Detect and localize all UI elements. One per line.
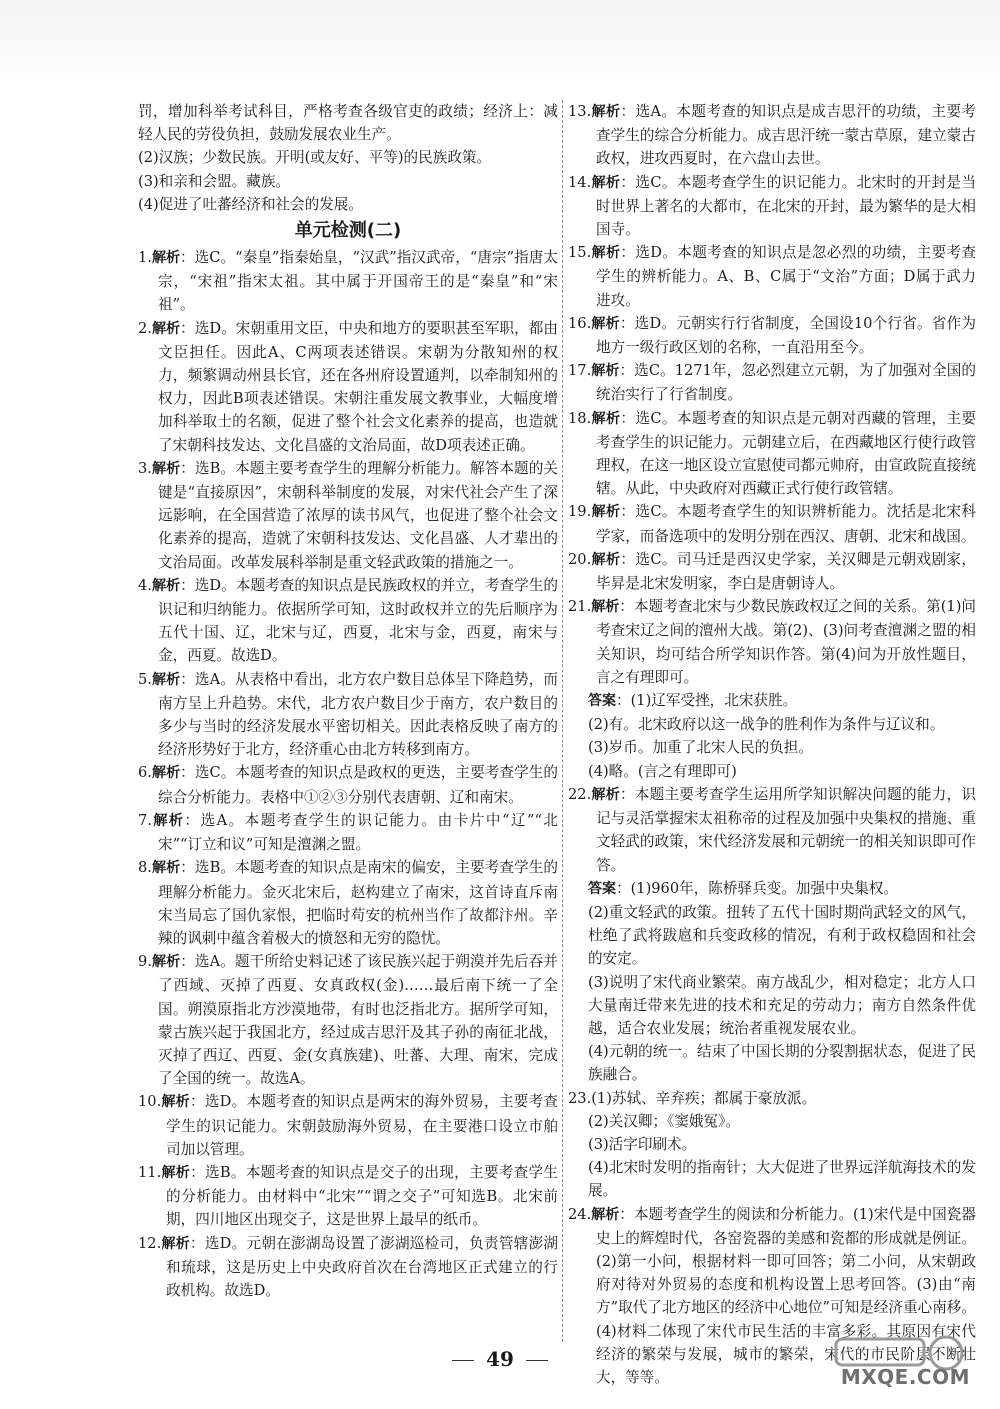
item-text: ：选D。宋朝重用文臣，中央和地方的要职甚至军职，都由文臣担任。因此A、C两项表述错误。宋朝为分散知州的权力，频繁调动州县长官，还在各州府设置通判，以牵制知州的权力，因此B项表述错误。宋朝注重发展文教事业，大幅度增加科举取士的名额，促进了整个社会文化素养的提高，也造就了宋朝科技发达、文化昌盛的文治局面，故D项表述正确。 — [158, 319, 559, 454]
item-text: ：选A。本题考查学生的识记能力。由卡片中“辽”“北宋”“订立和议”可知是澶渊之盟。 — [158, 811, 558, 854]
item-label: 解析 — [151, 860, 181, 877]
answer-22 — [568, 877, 976, 901]
question-item — [138, 809, 558, 856]
question-item — [138, 457, 558, 574]
question-item — [138, 574, 558, 668]
item-number: 3. — [138, 459, 152, 477]
item-number: 9. — [138, 953, 152, 971]
item-number: 13. — [568, 103, 592, 120]
answer-line: ：(1)辽军受挫，北宋获胜。 — [616, 692, 798, 710]
item-label: 解析 — [151, 577, 181, 594]
question-item — [138, 1232, 558, 1303]
item-label: 解析 — [151, 954, 181, 971]
item-text: ：选D。本题考查的知识点是忽必烈的功绩，主要考查学生的辨析能力。A、B、C属于“文治”方面；D属于武力进攻。 — [596, 244, 977, 309]
item-label: 解析 — [151, 250, 181, 267]
page-number-rule — [452, 1360, 474, 1361]
item-text: ：选D。本题考查的知识点是两宋的海外贸易，主要考查学生的识记能力。宋朝鼓励海外贸易，在主要港口设立市舶司加以管理。 — [166, 1093, 559, 1158]
item-label: 解析 — [151, 671, 181, 688]
item-number: 21. — [568, 598, 592, 616]
answer-line: (3)活字印刷术。 — [588, 1135, 697, 1153]
item-number: 23. — [568, 1089, 592, 1107]
question-item — [138, 761, 558, 808]
answer-line: (3)说明了宋代商业繁荣。南方战乱少，相对稳定；北方人口大量南迁带来先进的技术和充足的劳动力；南方自然条件优越，适合农业发展；统治者重视发展农业。 — [588, 973, 976, 1037]
item-text: ：选C。“秦皇”指秦始皇，“汉武”指汉武帝，“唐宗”指唐太宗，“宋祖”指宋太祖。其中属于开国帝王的是“秦皇”和“宋祖”。 — [158, 249, 559, 314]
intro-line: 罚，增加科举考试科目，严格考查各级官吏的政绩；经济上：减轻人民的劳役负担，鼓励发展农业生产。 — [138, 103, 558, 144]
item-number: 11. — [138, 1163, 162, 1181]
answer-line: (2)重文轻武的政策。扭转了五代十国时期尚武轻文的风气，杜绝了武将跋扈和兵变政移的情况，有利于政权稳固和社会的安定。 — [588, 903, 976, 968]
answer-line: (4)北宋时发明的指南针；大大促进了世界远洋航海技术的发展。 — [588, 1159, 976, 1200]
item-label: 解析 — [591, 551, 621, 568]
column-divider — [562, 100, 563, 1342]
question-item — [568, 312, 976, 359]
item-text: ：选A。本题考查的知识点是成吉思汗的功绩，主要考查学生的综合分析能力。成吉思汗统一蒙古草原，建立蒙古政权，进攻西夏时，在六盘山去世。 — [596, 103, 977, 168]
answer-label: 答案 — [588, 880, 616, 897]
item-number: 19. — [568, 503, 592, 521]
item-label: 解析 — [151, 765, 181, 782]
item-number: 4. — [138, 576, 152, 594]
question-item — [568, 595, 976, 689]
answer-label: 答案 — [588, 693, 616, 710]
item-label: 解析 — [591, 363, 620, 380]
item-text: ：选D。元朝实行行省制度，全国设10个行省。省作为地方一级行政区划的名称，一直沿用至今。 — [596, 314, 977, 357]
intro-line: (2)汉族；少数民族。开明(或友好、平等)的民族政策。 — [138, 149, 492, 167]
item-label: 解析 — [591, 786, 620, 803]
item-text: ：本题主要考查学生运用所学知识解决问题的能力，识记与灵活掌握宋太祖称帝的过程及加强中央集权的措施、重文轻武的政策，宋代经济发展和元朝统一的相关知识即可作答。 — [596, 785, 977, 874]
item-number: 16. — [568, 314, 592, 332]
item-label: 解析 — [591, 315, 620, 332]
item-number: 10. — [138, 1093, 162, 1111]
item-label: 解析 — [161, 1164, 191, 1181]
item-label: 解析 — [591, 599, 620, 616]
item-number: 12. — [138, 1234, 162, 1252]
item-text: ：选D。元朝在澎湖岛设置了澎湖巡检司，负责管辖澎湖和琉球，这是历史上中央政府首次在台湾地区正式建立的行政机构。故选D。 — [166, 1234, 559, 1299]
question-item — [138, 1161, 558, 1232]
question-item — [568, 783, 976, 877]
item-label: 解析 — [591, 1206, 620, 1223]
left-column — [138, 100, 558, 1302]
item-text: ：选D。本题考查的知识点是民族政权的并立，考查学生的识记和归纳能力。依据所学可知，这时政权并立的先后顺序为五代十国、辽，北宋与辽，西夏，北宋与金，西夏，南宋与金，西夏。故选D。 — [158, 576, 559, 665]
item-text: ：选A。从表格中看出，北方农户数目总体呈下降趋势，而南方呈上升趋势。宋代，北方农户数目少于南方，农户数目的多少与当时的经济发展水平密切相关。因此表格反映了南方的经济形势好于北方，经济重心由北方转移到南方。 — [158, 670, 559, 759]
item-number: 1. — [138, 249, 152, 267]
question-item — [568, 500, 976, 547]
question-item — [138, 246, 558, 317]
item-label: 解析 — [591, 104, 621, 120]
item-label: 解析 — [151, 320, 181, 337]
page-number-rule — [526, 1360, 548, 1361]
item-text: ：选C。本题考查的知识点是元朝对西藏的管理，主要考查学生的识记能力。元朝建立后，在西藏地区行使行政管理权，在这一地区设立宣慰使司都元帅府，由宣政院直接统辖。从此，中央政府对西藏正式行使行政管辖。 — [596, 409, 977, 498]
item-text: ：选C。本题考查的知识点是政权的更迭，主要考查学生的综合分析能力。表格中①②③分别代表唐朝、辽和南宋。 — [158, 764, 559, 806]
question-item — [568, 100, 976, 171]
item-text: ：选C。1271年，忽必烈建立元朝，为了加强对全国的统治实行了行省制度。 — [596, 362, 977, 404]
answer-line: ：(1)960年，陈桥驿兵变。加强中央集权。 — [616, 879, 899, 897]
answer-line: (4)略。(言之有理即可) — [588, 762, 737, 780]
item-number: 24. — [568, 1205, 592, 1223]
item-label: 解析 — [591, 174, 621, 191]
item-text: ：本题考查北宋与少数民族政权辽之间的关系。第(1)问考查宋辽之间的澶州大战。第(2)、(3)问考查澶渊之盟的相关知识，均可结合所学知识作答。第(4)问为开放性题目，言之有理即可。 — [596, 598, 976, 686]
answer-line: (2)关汉卿；《窦娥冤》。 — [588, 1112, 741, 1130]
watermark-text: MXQE.COM — [840, 1365, 970, 1389]
item-number: 8. — [138, 859, 152, 877]
item-text: ：选C。本题考查学生的识记能力。北宋时的开封是当时世界上著名的大都市，在北宋的开封，最为繁华的是大相国寺。 — [596, 173, 977, 239]
question-item — [568, 1087, 976, 1110]
question-item — [138, 317, 558, 457]
item-number: 15. — [568, 244, 592, 262]
question-item — [568, 171, 976, 242]
intro-line: (4)促进了吐蕃经济和社会的发展。 — [138, 195, 363, 213]
item-label: 解析 — [591, 410, 621, 427]
question-item — [568, 241, 976, 312]
item-text: ：选B。本题主要考查学生的理解分析能力。解答本题的关键是“直接原因”，宋朝科举制度的发展，对宋代社会产生了深远影响，在全国营造了浓厚的读书风气，也促进了整个社会文化素养的提高，造就了宋朝科技发达、文化昌盛、人才辈出的文治局面。改革发展科举制是重文轻武政策的措施之一。 — [158, 459, 559, 571]
item-number: 6. — [138, 764, 152, 782]
answer-line: (1)苏轼、辛弃疾；都属于豪放派。 — [591, 1089, 817, 1107]
question-item — [138, 1090, 558, 1161]
question-item — [568, 359, 976, 406]
watermark-logo — [796, 1333, 976, 1391]
item-label: 解析 — [591, 245, 621, 262]
right-column — [568, 100, 976, 1389]
question-item — [568, 407, 976, 501]
question-item — [138, 668, 558, 762]
scan-top-margin — [0, 0, 1000, 92]
item-number: 18. — [568, 409, 592, 427]
answer-line: (3)岁币。加重了北宋人民的负担。 — [588, 739, 813, 757]
item-number: 20. — [568, 550, 592, 568]
item-label: 解析 — [591, 504, 621, 521]
item-label: 解析 — [151, 812, 185, 829]
item-number: 14. — [568, 173, 592, 191]
intro-line: (3)和亲和会盟。藏族。 — [138, 172, 291, 190]
answer-21 — [568, 689, 976, 713]
item-number: 17. — [568, 362, 592, 380]
answer-line: (2)有。北宋政府以这一战争的胜利作为条件与辽议和。 — [588, 716, 945, 734]
answer-line: (4)元朝的统一。结束了中国长期的分裂割据状态，促进了民族融合。 — [588, 1043, 976, 1084]
section-title: 单元检测(二) — [294, 220, 402, 242]
item-text: ：选B。本题考查的知识点是交子的出现，主要考查学生的分析能力。由材料中“北宋”“谓之交子”可知选B。北宋前期，四川地区出现交子，这是世界上最早的纸币。 — [166, 1163, 559, 1229]
item-text: ：选A。题干所给史料记述了该民族兴起于朔漠并先后吞并了西域、灭掉了西夏、女真政权(金)……最后南下统一了全国。朔漠原指北方沙漠地带，有时也泛指北方。据所学可知，蒙古族兴起于我国北方，经过成吉思汗及其子孙的南征北战，灭掉了西辽、西夏、金(女真族建)、吐蕃、大理、南宋，完成了全国的统一。故选A。 — [158, 953, 559, 1088]
page-number-text: 49 — [486, 1347, 514, 1371]
item-label: 解析 — [161, 1235, 190, 1252]
item-label: 解析 — [151, 460, 181, 477]
item-number: 7. — [138, 811, 152, 829]
item-label: 解析 — [161, 1094, 190, 1111]
item-text: ：选B。本题考查的知识点是南宋的偏安，主要考查学生的理解分析能力。金灭北宋后，赵构建立了南宋，这首诗直斥南宋当局忘了国仇家恨，把临时苟安的杭州当作了故都汴州。辛辣的讽刺中蕴含着极大的愤怒和无穷的隐忧。 — [158, 859, 559, 947]
item-text: ：本题考查学生的阅读和分析能力。(1)宋代是中国瓷器史上的辉煌时代，各窑瓷器的美感和瓷都的形成就是例证。(2)第一小问，根据材料一即可回答；第二小问，从宋朝政府对待对外贸易的态度和机构设置上思考回答。(3)由“南方”取代了北方地区的经济中心地位”可知是经济重心南移。(4)材料二体现了宋代市民生活的丰富多彩。其原因有宋代经济的繁荣与发展，城市的繁荣，宋代的市民阶层不断壮大，等等。 — [596, 1205, 976, 1386]
item-number: 22. — [568, 785, 592, 803]
item-number: 2. — [138, 319, 152, 337]
question-item — [138, 950, 558, 1090]
question-item — [568, 548, 976, 595]
question-item — [138, 856, 558, 950]
item-number: 5. — [138, 670, 152, 688]
item-text: ：选C。司马迁是西汉史学家，关汉卿是元朝戏剧家，毕昇是北宋发明家，李白是唐朝诗人。 — [596, 550, 977, 593]
item-text: ：选C。本题考查学生的知识辨析能力。沈括是北宋科学家，而备选项中的发明分别在西汉、唐朝、北宋和战国。 — [596, 503, 977, 545]
